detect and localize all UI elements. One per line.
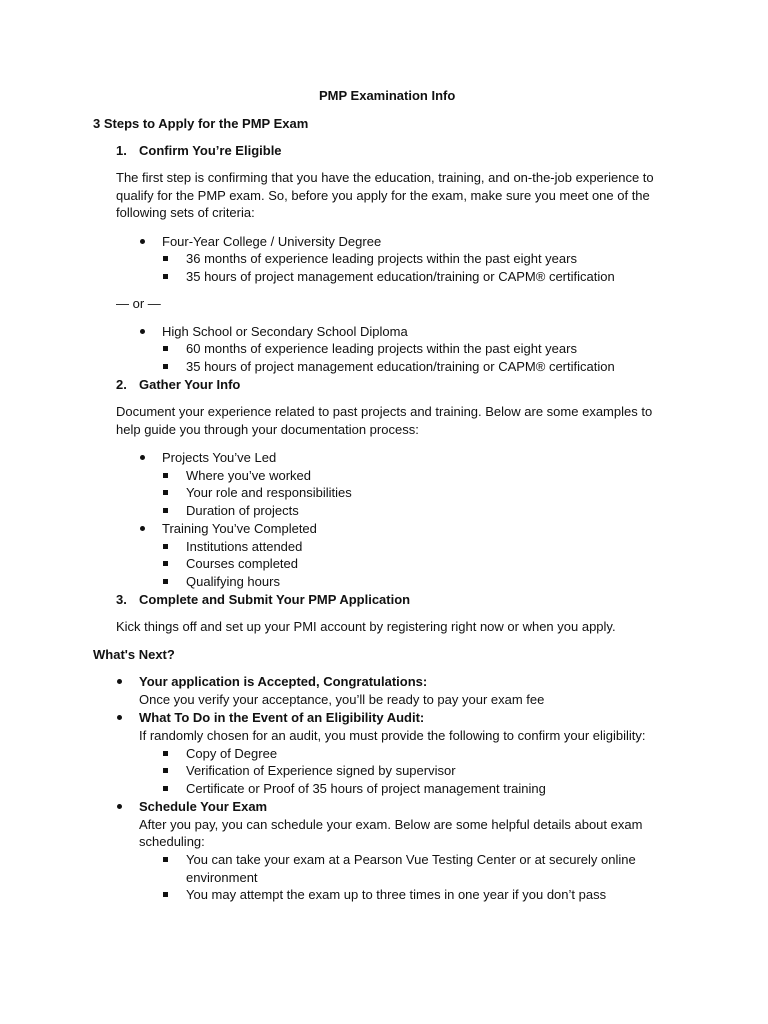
option1-item: 35 hours of project management education/training or CAPM® certification — [186, 269, 615, 284]
step3-heading: Complete and Submit Your PMP Application — [139, 592, 411, 607]
next-item2-text: If randomly chosen for an audit, you must provide the following to confirm your eligibility: — [139, 728, 646, 743]
square-bullet-icon — [163, 768, 168, 773]
group2-item: Qualifying hours — [186, 574, 280, 589]
option2-label: High School or Secondary School Diploma — [162, 324, 408, 339]
square-bullet-icon — [163, 857, 168, 862]
or-separator: — or — — [116, 296, 161, 311]
audit-item: Verification of Experience signed by supervisor — [186, 763, 456, 778]
next-item3-text-line: After you pay, you can schedule your exam. Below are some helpful details about exam — [139, 817, 643, 832]
group1-item: Where you’ve worked — [186, 468, 311, 483]
audit-item: Certificate or Proof of 35 hours of project management training — [186, 781, 546, 796]
next-item3-text-line: scheduling: — [139, 834, 205, 849]
step1-paragraph-line: The first step is confirming that you have the education, training, and on-the-job experience to — [116, 170, 654, 185]
group1-item: Your role and responsibilities — [186, 485, 352, 500]
group1-item: Duration of projects — [186, 503, 299, 518]
square-bullet-icon — [163, 274, 168, 279]
group2-label: Training You’ve Completed — [162, 521, 317, 536]
next-item2-heading: What To Do in the Event of an Eligibility Audit: — [139, 710, 425, 725]
square-bullet-icon — [163, 364, 168, 369]
square-bullet-icon — [163, 256, 168, 261]
bullet-icon — [117, 679, 122, 684]
group2-item: Courses completed — [186, 556, 298, 571]
square-bullet-icon — [163, 579, 168, 584]
option2-item: 35 hours of project management education/training or CAPM® certification — [186, 359, 615, 374]
step3-number: 3. — [116, 592, 127, 607]
document-title: PMP Examination Info — [319, 88, 456, 103]
group2-item: Institutions attended — [186, 539, 303, 554]
square-bullet-icon — [163, 473, 168, 478]
bullet-icon — [117, 804, 122, 809]
bullet-icon — [140, 455, 145, 460]
group1-label: Projects You’ve Led — [162, 450, 277, 465]
next-item3-heading: Schedule Your Exam — [139, 799, 268, 814]
option1-label: Four-Year College / University Degree — [162, 234, 382, 249]
audit-item: Copy of Degree — [186, 746, 278, 761]
step2-paragraph-line: help guide you through your documentation process: — [116, 422, 419, 437]
square-bullet-icon — [163, 508, 168, 513]
square-bullet-icon — [163, 346, 168, 351]
square-bullet-icon — [163, 561, 168, 566]
step2-heading: Gather Your Info — [139, 377, 241, 392]
steps-heading: 3 Steps to Apply for the PMP Exam — [93, 116, 309, 131]
option1-item: 36 months of experience leading projects within the past eight years — [186, 251, 577, 266]
schedule-item-continuation: environment — [186, 870, 258, 885]
square-bullet-icon — [163, 490, 168, 495]
step2-number: 2. — [116, 377, 127, 392]
square-bullet-icon — [163, 751, 168, 756]
step1-paragraph-line: following sets of criteria: — [116, 205, 255, 220]
step1-paragraph-line: qualify for the PMP exam. So, before you apply for the exam, make sure you meet one of the — [116, 188, 650, 203]
square-bullet-icon — [163, 786, 168, 791]
bullet-icon — [117, 715, 122, 720]
schedule-item: You may attempt the exam up to three times in one year if you don’t pass — [186, 887, 607, 902]
bullet-icon — [140, 526, 145, 531]
next-item1-heading: Your application is Accepted, Congratulations: — [139, 674, 428, 689]
schedule-item: You can take your exam at a Pearson Vue Testing Center or at securely online — [186, 852, 636, 867]
bullet-icon — [140, 329, 145, 334]
square-bullet-icon — [163, 544, 168, 549]
whats-next-heading: What's Next? — [93, 647, 175, 662]
step2-paragraph-line: Document your experience related to past projects and training. Below are some examples to — [116, 404, 653, 419]
step1-heading: Confirm You’re Eligible — [139, 143, 282, 158]
next-item1-text: Once you verify your acceptance, you’ll be ready to pay your exam fee — [139, 692, 545, 707]
square-bullet-icon — [163, 892, 168, 897]
step1-number: 1. — [116, 143, 127, 158]
option2-item: 60 months of experience leading projects within the past eight years — [186, 341, 577, 356]
bullet-icon — [140, 239, 145, 244]
step3-paragraph: Kick things off and set up your PMI account by registering right now or when you apply. — [116, 619, 616, 634]
